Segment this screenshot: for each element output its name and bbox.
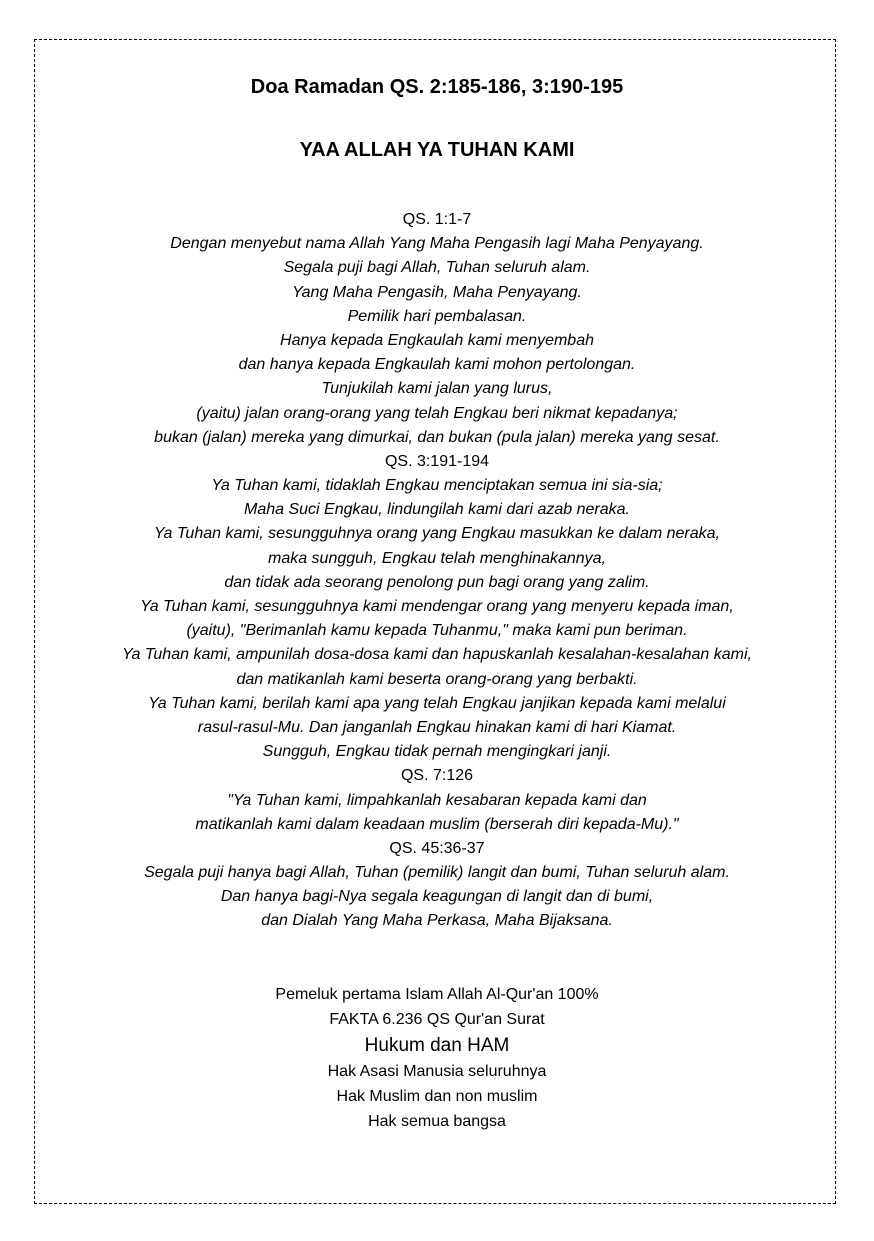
verse-line: rasul-rasul-Mu. Dan janganlah Engkau hinakan kami di hari Kiamat. (197, 718, 677, 736)
verse-line: (yaitu), "Berimanlah kamu kepada Tuhanmu," maka kami pun beriman. (186, 622, 688, 640)
verse-line: Ya Tuhan kami, ampunilah dosa-dosa kami dan hapuskanlah kesalahan-kesalahan kami, (121, 646, 752, 664)
verse-line: dan Dialah Yang Maha Perkasa, Maha Bijaksana. (261, 912, 613, 930)
document-subtitle: YAA ALLAH YA TUHAN KAMI (299, 139, 575, 161)
verse-line: dan hanya kepada Engkaulah kami mohon pertolongan. (238, 356, 636, 374)
verse-reference: QS. 3:191-194 (384, 452, 490, 470)
verse-line: "Ya Tuhan kami, limpahkanlah kesabaran kepada kami dan (227, 791, 647, 809)
footer-line: Hak semua bangsa (368, 1113, 506, 1130)
footer-line: Hukum dan HAM (364, 1035, 510, 1056)
verse-line: dan tidak ada seorang penolong pun bagi orang yang zalim. (224, 573, 650, 591)
document-title: Doa Ramadan QS. 2:185-186, 3:190-195 (250, 76, 624, 98)
verse-line: matikanlah kami dalam keadaan muslim (berserah diri kepada-Mu)." (195, 815, 679, 833)
footer-line: FAKTA 6.236 QS Qur'an Surat (329, 1011, 545, 1028)
verse-line: Pemilik hari pembalasan. (347, 307, 527, 325)
footer-line: Pemeluk pertama Islam Allah Al-Qur'an 100% (275, 986, 599, 1003)
verse-line: Ya Tuhan kami, berilah kami apa yang telah Engkau janjikan kepada kami melalui (148, 694, 726, 712)
verse-line: Maha Suci Engkau, lindungilah kami dari azab neraka. (243, 501, 630, 519)
verse-line: dan matikanlah kami beserta orang-orang yang berbakti. (236, 670, 638, 688)
footer-line: Hak Muslim dan non muslim (336, 1088, 538, 1105)
verse-line: Ya Tuhan kami, sesungguhnya orang yang Engkau masukkan ke dalam neraka, (154, 525, 720, 543)
verse-line: Ya Tuhan kami, sesungguhnya kami mendengar orang yang menyeru kepada iman, (140, 598, 734, 615)
verses-block (0, 208, 874, 934)
verse-reference: QS. 7:126 (400, 767, 474, 785)
verse-line: Tunjukilah kami jalan yang lurus, (321, 380, 553, 398)
verse-line: Dengan menyebut nama Allah Yang Maha Pengasih lagi Maha Penyayang. (170, 235, 704, 253)
verse-line: Yang Maha Pengasih, Maha Penyayang. (292, 283, 582, 301)
verse-line: Hanya kepada Engkaulah kami menyembah (280, 331, 594, 349)
verse-line: maka sungguh, Engkau telah menghinakannya, (267, 549, 606, 567)
verse-line: Sungguh, Engkau tidak pernah mengingkari janji. (262, 743, 612, 761)
verse-reference: QS. 1:1-7 (402, 211, 472, 228)
verse-line: Segala puji bagi Allah, Tuhan seluruh alam. (283, 259, 591, 277)
verse-line: bukan (jalan) mereka yang dimurkai, dan bukan (pula jalan) mereka yang sesat. (154, 428, 720, 446)
footer-block (0, 982, 874, 1134)
footer-line: Hak Asasi Manusia seluruhnya (327, 1063, 547, 1080)
verse-reference: QS. 45:36-37 (389, 839, 485, 857)
verse-line: Segala puji hanya bagi Allah, Tuhan (pemilik) langit dan bumi, Tuhan seluruh alam. (144, 864, 730, 882)
verse-line: Dan hanya bagi-Nya segala keagungan di langit dan di bumi, (220, 888, 654, 906)
verse-line: (yaitu) jalan orang-orang yang telah Engkau beri nikmat kepadanya; (196, 404, 678, 422)
verse-line: Ya Tuhan kami, tidaklah Engkau menciptakan semua ini sia-sia; (211, 477, 663, 495)
